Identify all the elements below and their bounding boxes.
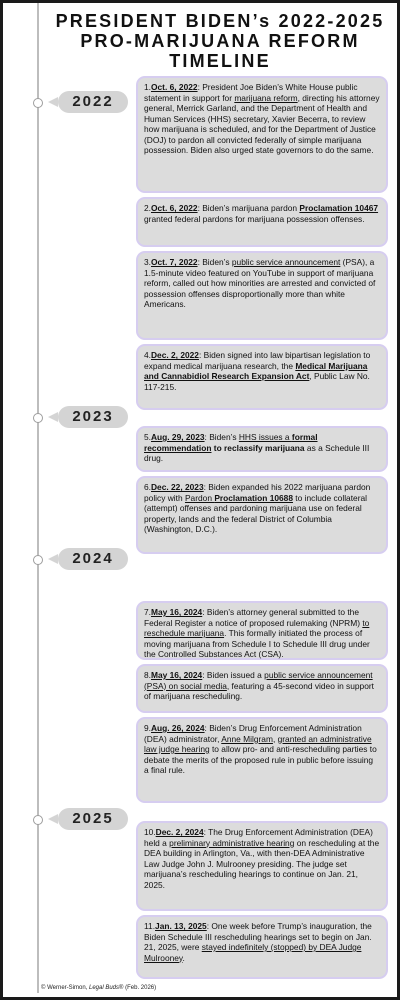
entry-date: Jan. 13, 2025 (155, 921, 207, 931)
psa-social-media-link[interactable]: public service announcement (PSA) on social media (144, 670, 373, 691)
copyright-footer: © Werner-Simon, Legal Buds® (Feb. 2026) (41, 985, 157, 991)
timeline-dot (33, 98, 43, 108)
timeline-entry-1: 1.Oct. 6, 2022: President Joe Biden’s White House public statement in support for marijuana reform, directing his attorney general, Merrick Garland, and the Department of Health and Human Services (HHS) secretary, Xavier Becerra, to review how marijuana is scheduled, and for the Department of Justice (DOJ) to pardon all convicted federally of simple marijuana possession. Biden also urged state governors to do the same. (138, 78, 386, 191)
research-expansion-act-link[interactable]: Medical Marijuana and Cannabidiol Research Expansion Act (144, 360, 368, 381)
entry-date: Oct. 7, 2022 (151, 257, 198, 267)
entry-date: May 16, 2024 (151, 670, 203, 680)
timeline-spine (37, 3, 39, 993)
timeline-entry-8: 8.May 16, 2024: Biden issued a public service announcement (PSA) on social media, featuring a 45-second video in support of marijuana rescheduling. (138, 666, 386, 711)
timeline-entry-4: 4.Dec. 2, 2022: Biden signed into law bipartisan legislation to expand medical marijuana research, the Medical Marijuana and Cannabidiol Research Expansion Act, Public Law No. 117-215. (138, 346, 386, 408)
entry-date: Dec. 2, 2024 (155, 827, 204, 837)
proclamation-10467-link[interactable]: Proclamation 10467 (299, 203, 379, 213)
timeline-entry-5: 5.Aug. 29, 2023: Biden’s HHS issues a formal recommendation to reclassify marijuana as a Schedule III drug. (138, 428, 386, 470)
entry-date: May 16, 2024 (151, 607, 203, 617)
year-label-2024: 2024 (58, 548, 128, 570)
entry-date: Aug. 29, 2023 (151, 432, 205, 442)
timeline-entry-10: 10.Dec. 2, 2024: The Drug Enforcement Administration (DEA) held a preliminary administrative hearing on rescheduling at the DEA building in Arlington, Va., with then-DEA Administrative Law Judge John J. Mulrooney presiding. The judge set marijuana’s rescheduling hearings to continue on Jan. 21, 2025. (138, 823, 386, 909)
timeline-dot (33, 815, 43, 825)
timeline-dot (33, 413, 43, 423)
entry-date: Aug. 26, 2024 (151, 723, 205, 733)
timeline-entry-9: 9.Aug. 26, 2024: Biden’s Drug Enforcement Administration (DEA) administrator, Anne Milgram, granted an administrative law judge hearing to allow pro- and anti-rescheduling parties to debate the merits of the proposed rule in public before issuing a final rule. (138, 719, 386, 801)
hhs-issues-link[interactable]: HHS issues a (238, 432, 292, 442)
pardon-link[interactable]: Pardon (184, 492, 215, 503)
formal-recommendation-link[interactable]: formal recommendation (144, 432, 318, 453)
judge-hearing-link[interactable]: granted an administrative law judge hearing (144, 733, 372, 754)
title-line-1: PRESIDENT BIDEN’s 2022-2025 (55, 11, 385, 31)
timeline-entry-2: 2.Oct. 6, 2022: Biden’s marijuana pardon Proclamation 10467 granted federal pardons for marijuana possession offenses. (138, 199, 386, 245)
marijuana-reform-link[interactable]: marijuana reform (234, 92, 298, 103)
psa-link[interactable]: public service announcement (231, 257, 341, 267)
timeline-poster (3, 3, 397, 997)
stayed-indefinitely-link[interactable]: stayed indefinitely (stopped) by DEA Judge Mulrooney (144, 942, 362, 963)
anne-milgram-link[interactable]: Anne Milgram (221, 733, 273, 744)
entry-date: Oct. 6, 2022 (151, 203, 198, 213)
title-line-2: PRO-MARIJUANA REFORM (80, 31, 360, 51)
title-line-3: TIMELINE (169, 51, 271, 71)
year-label-2022: 2022 (58, 91, 128, 113)
year-label-2023: 2023 (58, 406, 128, 428)
year-label-2025: 2025 (58, 808, 128, 830)
entry-date: Oct. 6, 2022 (151, 82, 198, 92)
timeline-entry-6: 6.Dec. 22, 2023: Biden expanded his 2022 marijuana pardon policy with Pardon Proclamation 10688 to include collateral (attempt) offenses and pardoning marijuana use on federal property, lands and the federal District of Columbia (Washington, D.C.). (138, 478, 386, 552)
entry-date: Dec. 22, 2023 (151, 482, 204, 492)
proclamation-10688-link[interactable]: Proclamation 10688 (214, 492, 293, 503)
preliminary-hearing-link[interactable]: preliminary administrative hearing (169, 837, 295, 848)
timeline-dot (33, 555, 43, 565)
entry-date: Dec. 2, 2022 (151, 350, 199, 360)
reschedule-marijuana-link[interactable]: to reschedule marijuana (144, 617, 370, 638)
timeline-entry-11: 11.Jan. 13, 2025: One week before Trump’s inauguration, the Biden Schedule III rescheduling hearings set to begin on Jan. 21, 2025, were stayed indefinitely (stopped) by DEA Judge Mulrooney. (138, 917, 386, 977)
timeline-entry-7: 7.May 16, 2024: Biden’s attorney general submitted to the Federal Register a notice of proposed rulemaking (NPRM) to reschedule marijuana. This formally initiated the process of moving marijuana from Schedule I to Schedule III drug under the Controlled Substances Act (CSA). (138, 603, 386, 658)
timeline-entry-3: 3.Oct. 7, 2022: Biden’s public service announcement (PSA), a 1.5-minute video featured on YouTube in support of marijuana reform, called out how minorities are arrested and convicted of possession offenses disproportionally more than white Americans. (138, 253, 386, 338)
